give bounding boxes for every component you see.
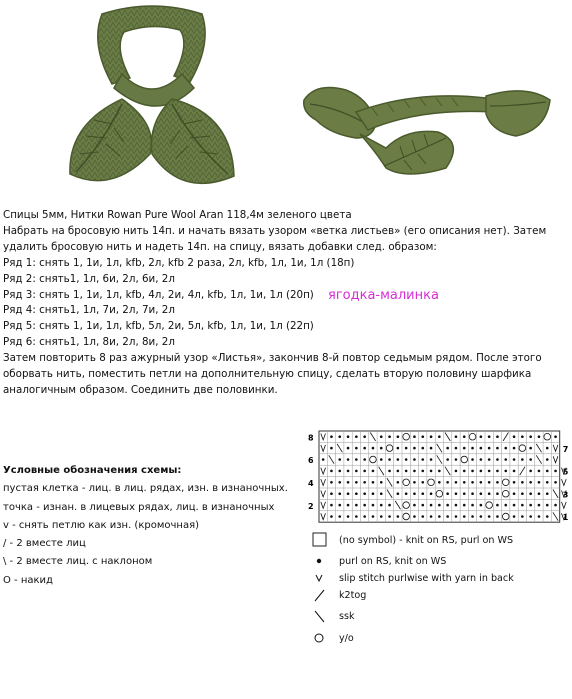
chart-purl-dot: [529, 504, 532, 507]
chart-purl-dot: [455, 447, 458, 450]
chart-purl-dot: [430, 504, 433, 507]
scarf-photo-flat: [296, 78, 554, 190]
chart-purl-dot: [363, 504, 366, 507]
instruction-repeat: Затем повторить 8 раз ажурный узор «Листья», закончив 8-й повтор седьмым рядом. После этого оборвать нить, поместить петли на дополнительную спицу, сделать вторую половину шарфика аналогичным образом. Соединить две половинки.: [3, 352, 542, 396]
legend-ru: [3, 462, 288, 590]
chart-purl-dot: [388, 504, 391, 507]
chart-purl-dot: [330, 470, 333, 473]
chart-row-label: 4: [308, 479, 314, 488]
chart-purl-dot: [446, 447, 449, 450]
v-icon: [312, 570, 328, 586]
chart-purl-dot: [421, 515, 424, 518]
chart-purl-dot: [347, 515, 350, 518]
chart-purl-dot: [397, 470, 400, 473]
chart-row-label: 2: [308, 501, 314, 511]
chart-purl-dot: [488, 470, 491, 473]
chart-purl-dot: [504, 447, 507, 450]
chart-purl-dot: [446, 458, 449, 461]
chart-purl-dot: [488, 492, 491, 495]
instruction-row-5: Ряд 5: снять 1, 1и, 1л, kfb, 5л, 2и, 5л, kfb, 1л, 1и, 1л (22п): [3, 320, 314, 333]
chart-purl-dot: [347, 470, 350, 473]
chart-purl-dot: [471, 481, 474, 484]
chart-purl-dot: [480, 504, 483, 507]
chart-purl-dot: [529, 515, 532, 518]
chart-purl-dot: [513, 447, 516, 450]
legend-ru-item: \ - 2 вместе лиц. с наклоном: [3, 556, 153, 568]
chart-purl-dot: [347, 492, 350, 495]
chart-purl-dot: [330, 504, 333, 507]
legend-en-label: ssk: [339, 611, 355, 622]
chart-purl-dot: [463, 481, 466, 484]
chart-purl-dot: [546, 492, 549, 495]
scarf-photo-folded: [62, 4, 240, 200]
chart-purl-dot: [538, 470, 541, 473]
chart-purl-dot: [538, 481, 541, 484]
legend-en-row: [312, 630, 572, 650]
chart-purl-dot: [463, 470, 466, 473]
chart-purl-dot: [455, 504, 458, 507]
chart-slip-stitch: [562, 479, 567, 485]
chart-purl-dot: [388, 435, 391, 438]
chart-purl-dot: [380, 492, 383, 495]
chart-purl-dot: [480, 515, 483, 518]
chart-purl-dot: [521, 481, 524, 484]
dot-icon: [312, 553, 328, 569]
chart-purl-dot: [446, 481, 449, 484]
chart-purl-dot: [463, 447, 466, 450]
chart-purl-dot: [413, 447, 416, 450]
chart-purl-dot: [513, 481, 516, 484]
chart-purl-dot: [496, 492, 499, 495]
chart-purl-dot: [513, 504, 516, 507]
chart-purl-dot: [480, 458, 483, 461]
chart-purl-dot: [338, 458, 341, 461]
knitting-chart: [305, 429, 572, 524]
chart-purl-dot: [480, 447, 483, 450]
chart-purl-dot: [546, 481, 549, 484]
chart-purl-dot: [372, 481, 375, 484]
chart-purl-dot: [413, 481, 416, 484]
chart-purl-dot: [554, 470, 557, 473]
chart-purl-dot: [446, 492, 449, 495]
chart-purl-dot: [355, 481, 358, 484]
chart-purl-dot: [421, 435, 424, 438]
chart-purl-dot: [430, 515, 433, 518]
chart-purl-dot: [496, 447, 499, 450]
circle-icon: [312, 630, 328, 646]
instructions: [3, 208, 569, 399]
chart-purl-dot: [338, 515, 341, 518]
chart-purl-dot: [347, 481, 350, 484]
chart-purl-dot: [463, 504, 466, 507]
chart-purl-dot: [554, 504, 557, 507]
chart-purl-dot: [513, 515, 516, 518]
chart-purl-dot: [521, 458, 524, 461]
empty-square-icon: [312, 532, 328, 548]
chart-purl-dot: [513, 435, 516, 438]
instruction-row-3: Ряд 3: снять 1, 1и, 1л, kfb, 4л, 2и, 4л, kfb, 1л, 1и, 1л (20п): [3, 288, 314, 301]
chart-row-label: 7: [562, 444, 569, 454]
chart-purl-dot: [529, 447, 532, 450]
legend-en-label: slip stitch purlwise with yarn in back: [339, 573, 514, 584]
backslash-icon: [312, 608, 328, 624]
legend-ru-item: точка - изнан. в лицевых рядах, лиц. в изнаночных: [3, 501, 275, 513]
chart-purl-dot: [347, 447, 350, 450]
chart-purl-dot: [388, 458, 391, 461]
chart-purl-dot: [380, 458, 383, 461]
chart-purl-dot: [421, 447, 424, 450]
chart-purl-dot: [529, 470, 532, 473]
chart-purl-dot: [471, 447, 474, 450]
chart-row-label: 8: [308, 433, 314, 443]
chart-purl-dot: [471, 492, 474, 495]
chart-purl-dot: [538, 504, 541, 507]
chart-purl-dot: [471, 504, 474, 507]
chart-purl-dot: [438, 481, 441, 484]
chart-purl-dot: [355, 504, 358, 507]
chart-purl-dot: [521, 435, 524, 438]
chart-purl-dot: [363, 515, 366, 518]
chart-purl-dot: [430, 447, 433, 450]
chart-purl-dot: [438, 504, 441, 507]
chart-purl-dot: [521, 504, 524, 507]
chart-purl-dot: [347, 458, 350, 461]
chart-purl-dot: [413, 470, 416, 473]
chart-purl-dot: [413, 458, 416, 461]
chart-purl-dot: [554, 435, 557, 438]
chart-purl-dot: [521, 515, 524, 518]
chart-purl-dot: [546, 458, 549, 461]
chart-purl-dot: [413, 504, 416, 507]
chart-purl-dot: [372, 504, 375, 507]
chart-purl-dot: [504, 470, 507, 473]
chart-purl-dot: [480, 492, 483, 495]
chart-purl-dot: [347, 504, 350, 507]
chart-purl-dot: [380, 515, 383, 518]
chart-purl-dot: [330, 492, 333, 495]
chart-purl-dot: [338, 492, 341, 495]
chart-row-label: 3: [562, 490, 569, 500]
chart-purl-dot: [488, 447, 491, 450]
chart-purl-dot: [488, 435, 491, 438]
chart-purl-dot: [405, 492, 408, 495]
chart-purl-dot: [372, 492, 375, 495]
chart-slip-stitch: [562, 502, 567, 508]
legend-ru-item: v - снять петлю как изн. (кромочная): [3, 519, 199, 531]
chart-purl-dot: [546, 515, 549, 518]
legend-en-label: (no symbol) - knit on RS, purl on WS: [339, 535, 514, 546]
chart-row-label: 1: [562, 513, 569, 523]
chart-purl-dot: [513, 492, 516, 495]
chart-purl-dot: [405, 458, 408, 461]
chart-purl-dot: [529, 435, 532, 438]
chart-purl-dot: [488, 481, 491, 484]
chart-purl-dot: [430, 470, 433, 473]
chart-purl-dot: [538, 515, 541, 518]
legend-ru-item: / - 2 вместе лиц: [3, 538, 86, 550]
instruction-row-2: Ряд 2: снять1, 1л, 6и, 2л, 6и, 2л: [3, 272, 175, 285]
chart-purl-dot: [397, 481, 400, 484]
chart-purl-dot: [480, 435, 483, 438]
chart-purl-dot: [480, 470, 483, 473]
chart-purl-dot: [330, 447, 333, 450]
chart-purl-dot: [330, 481, 333, 484]
chart-purl-dot: [397, 492, 400, 495]
chart-purl-dot: [463, 492, 466, 495]
chart-purl-dot: [338, 435, 341, 438]
instruction-row-1: Ряд 1: снять 1, 1и, 1л, kfb, 2л, kfb 2 раза, 2л, kfb, 1л, 1и, 1л (18п): [3, 256, 355, 269]
legend-en-row: [312, 587, 572, 607]
legend-ru-title: Условные обозначения схемы:: [3, 465, 182, 476]
chart-purl-dot: [421, 470, 424, 473]
watermark: ягодка-малинка: [328, 288, 439, 303]
chart-purl-dot: [380, 435, 383, 438]
legend-en-label: k2tog: [339, 590, 367, 601]
slash-icon: [312, 587, 328, 603]
chart-purl-dot: [455, 481, 458, 484]
instruction-row-4: Ряд 4: снять1, 1л, 7и, 2л, 7и, 2л: [3, 304, 175, 317]
chart-purl-dot: [388, 515, 391, 518]
chart-purl-dot: [363, 470, 366, 473]
chart-purl-dot: [430, 458, 433, 461]
chart-purl-dot: [355, 447, 358, 450]
chart-purl-dot: [521, 492, 524, 495]
chart-purl-dot: [438, 435, 441, 438]
chart-purl-dot: [496, 504, 499, 507]
chart-purl-dot: [322, 458, 325, 461]
chart-purl-dot: [480, 481, 483, 484]
chart-purl-dot: [455, 470, 458, 473]
chart-purl-dot: [330, 435, 333, 438]
chart-purl-dot: [413, 492, 416, 495]
chart-purl-dot: [397, 447, 400, 450]
chart-purl-dot: [446, 515, 449, 518]
chart-purl-dot: [397, 435, 400, 438]
chart-row-label: 5: [562, 467, 569, 477]
legend-en-label: purl on RS, knit on WS: [339, 556, 447, 567]
chart-purl-dot: [372, 515, 375, 518]
chart-purl-dot: [504, 504, 507, 507]
legend-en-label: y/o: [339, 633, 354, 644]
chart-purl-dot: [546, 470, 549, 473]
chart-purl-dot: [438, 515, 441, 518]
chart-purl-dot: [380, 481, 383, 484]
chart-purl-dot: [405, 447, 408, 450]
chart-purl-dot: [546, 504, 549, 507]
chart-purl-dot: [338, 481, 341, 484]
chart-purl-dot: [455, 458, 458, 461]
chart-purl-dot: [363, 435, 366, 438]
chart-purl-dot: [463, 435, 466, 438]
chart-purl-dot: [421, 492, 424, 495]
chart-purl-dot: [513, 470, 516, 473]
chart-purl-dot: [446, 504, 449, 507]
chart-purl-dot: [529, 492, 532, 495]
chart-row-label: 6: [308, 456, 314, 466]
chart-purl-dot: [338, 470, 341, 473]
chart-purl-dot: [413, 515, 416, 518]
chart-purl-dot: [455, 492, 458, 495]
chart-purl-dot: [405, 470, 408, 473]
chart-purl-dot: [496, 458, 499, 461]
chart-purl-dot: [380, 447, 383, 450]
chart-purl-dot: [363, 481, 366, 484]
chart-purl-dot: [355, 492, 358, 495]
instruction-needles: Спицы 5мм, Нитки Rowan Pure Wool Aran 118,4м зеленого цвета: [3, 209, 352, 221]
chart-purl-dot: [513, 458, 516, 461]
chart-purl-dot: [471, 515, 474, 518]
chart-purl-dot: [372, 447, 375, 450]
chart-purl-dot: [388, 470, 391, 473]
chart-purl-dot: [538, 435, 541, 438]
chart-purl-dot: [529, 481, 532, 484]
chart-purl-dot: [380, 504, 383, 507]
chart-purl-dot: [421, 504, 424, 507]
chart-purl-dot: [529, 458, 532, 461]
chart-purl-dot: [397, 458, 400, 461]
legend-en-row: [312, 532, 572, 552]
chart-purl-dot: [496, 481, 499, 484]
chart-purl-dot: [538, 492, 541, 495]
chart-purl-dot: [496, 470, 499, 473]
chart-purl-dot: [496, 435, 499, 438]
legend-en-row: [312, 608, 572, 628]
chart-purl-dot: [421, 458, 424, 461]
chart-purl-dot: [430, 435, 433, 438]
chart-purl-dot: [471, 458, 474, 461]
instruction-row-6: Ряд 6: снять1, 1л, 8и, 2л, 8и, 2л: [3, 336, 175, 349]
chart-purl-dot: [488, 515, 491, 518]
chart-purl-dot: [355, 470, 358, 473]
chart-purl-dot: [455, 435, 458, 438]
chart-purl-dot: [355, 435, 358, 438]
chart-purl-dot: [471, 470, 474, 473]
chart-purl-dot: [455, 515, 458, 518]
chart-purl-dot: [504, 458, 507, 461]
chart-purl-dot: [347, 435, 350, 438]
chart-purl-dot: [363, 458, 366, 461]
chart-purl-dot: [554, 481, 557, 484]
chart-purl-dot: [496, 515, 499, 518]
chart-purl-dot: [430, 492, 433, 495]
chart-purl-dot: [421, 481, 424, 484]
instruction-cast-on: Набрать на бросовую нить 14п. и начать вязать узором «ветка листьев» (его описания нет). Затем удалить бросовую нить и надеть 14п. на спицу, вязать добавки след. образом:: [3, 224, 547, 253]
legend-ru-item: пустая клетка - лиц. в лиц. рядах, изн. в изнаночных.: [3, 483, 288, 495]
chart-purl-dot: [488, 458, 491, 461]
chart-purl-dot: [355, 515, 358, 518]
chart-purl-dot: [463, 515, 466, 518]
chart-purl-dot: [355, 458, 358, 461]
chart-purl-dot: [330, 515, 333, 518]
legend-ru-item: О - накид: [3, 574, 53, 586]
chart-purl-dot: [363, 447, 366, 450]
chart-purl-dot: [546, 447, 549, 450]
chart-purl-dot: [413, 435, 416, 438]
chart-purl-dot: [363, 492, 366, 495]
chart-purl-dot: [397, 515, 400, 518]
chart-purl-dot: [338, 504, 341, 507]
chart-purl-dot: [438, 470, 441, 473]
chart-purl-dot: [372, 470, 375, 473]
